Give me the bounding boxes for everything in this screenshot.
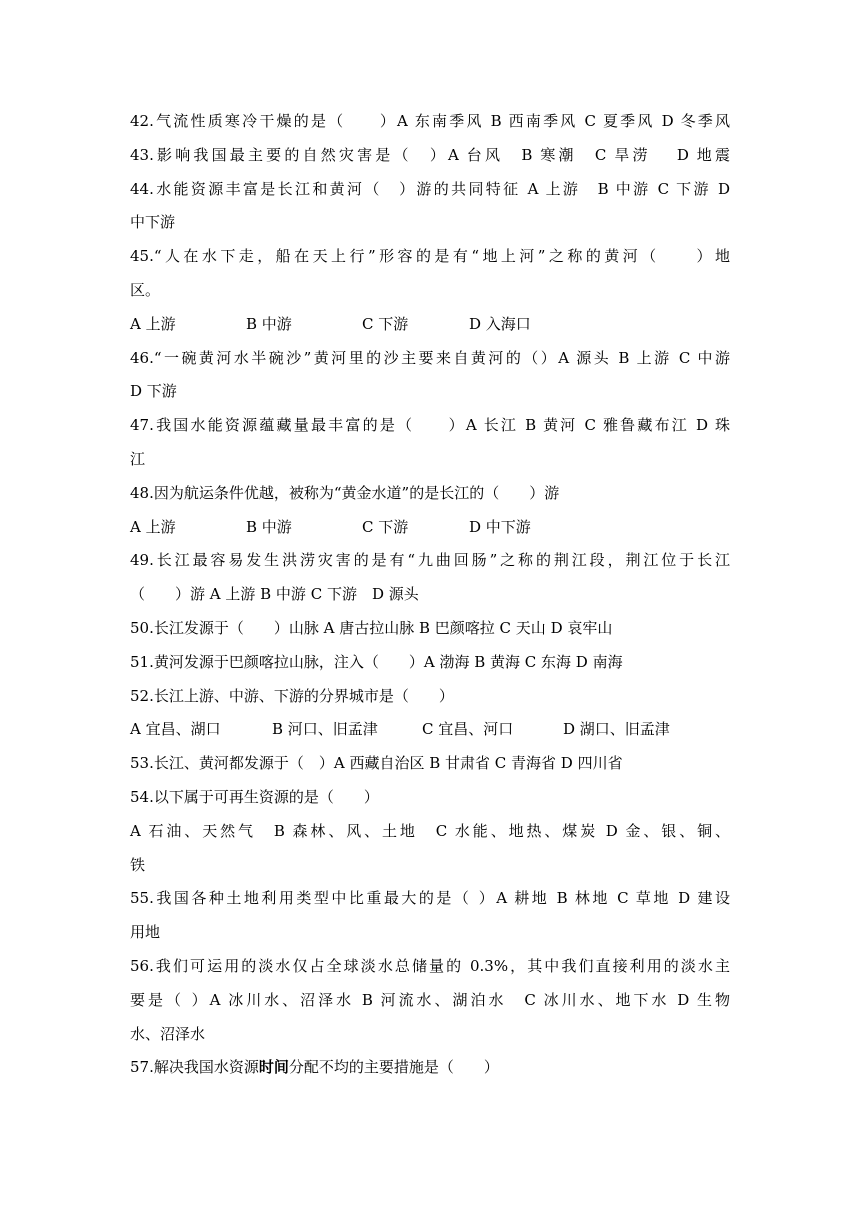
question-55: 55.我国各种土地利用类型中比重最大的是（ ）A 耕地 B 林地 C 草地 D 建设	[130, 889, 730, 908]
question-49: 49.长江最容易发生洪涝灾害的是有“九曲回肠”之称的荆江段，荆江位于长江	[130, 551, 730, 570]
question-48: 48.因为航运条件优越，被称为“黄金水道”的是长江的（ ）游	[130, 483, 560, 502]
question-50: 50.长江发源于（ ）山脉 A 唐古拉山脉 B 巴颜喀拉 C 天山 D 哀牢山	[130, 618, 613, 637]
option-a: A 上游	[130, 314, 176, 333]
question-47-cont: 江	[130, 449, 146, 468]
option-b: B 中游	[246, 517, 292, 536]
option-d: D 湖口、旧孟津	[563, 720, 670, 739]
question-54-options: A 石油、天然气 B 森林、风、土地 C 水能、地热、煤炭 D 金、银、铜、	[130, 821, 730, 840]
question-48-options	[130, 514, 730, 548]
question-57	[130, 1054, 730, 1088]
question-46: 46.“一碗黄河水半碗沙”黄河里的沙主要来自黄河的（）A 源头 B 上游 C 中游	[130, 348, 730, 367]
question-45: 45.“人在水下走，船在天上行”形容的是有“地上河”之称的黄河（ ）地	[130, 247, 730, 266]
question-page	[130, 108, 730, 1088]
question-56-cont-2: 水、沼泽水	[130, 1024, 206, 1043]
question-51: 51.黄河发源于巴颜喀拉山脉，注入（ ）A 渤海 B 黄海 C 东海 D 南海	[130, 652, 623, 671]
emphasis-time: 时间	[258, 1058, 289, 1077]
question-57-text-end: 分配不均的主要措施是（ ）	[288, 1058, 499, 1077]
question-42: 42.气流性质寒冷干燥的是（ ）A 东南季风 B 西南季风 C 夏季风 D 冬季风	[130, 112, 730, 130]
question-45-options	[130, 311, 730, 345]
option-a: A 宜昌、湖口	[130, 720, 221, 739]
option-a: A 上游	[130, 517, 176, 536]
question-45-cont: 区。	[130, 280, 161, 299]
question-52-options	[130, 716, 730, 750]
question-52: 52.长江上游、中游、下游的分界城市是（ ）	[130, 686, 454, 705]
question-49-cont: （ ）游 A 上游 B 中游 C 下游 D 源头	[130, 585, 419, 604]
question-46-cont: D 下游	[130, 382, 177, 401]
question-43: 43.影响我国最主要的自然灾害是（ ）A 台风 B 寒潮 C 旱涝 D 地震	[130, 145, 730, 164]
question-56: 56.我们可运用的淡水仅占全球淡水总储量的 0.3%，其中我们直接利用的淡水主	[130, 956, 730, 975]
question-54-options-cont: 铁	[130, 855, 146, 874]
question-54: 54.以下属于可再生资源的是（ ）	[130, 787, 379, 806]
question-55-cont: 用地	[130, 923, 161, 942]
option-d: D 入海口	[469, 314, 531, 333]
option-c: C 宜昌、河口	[422, 720, 514, 739]
question-56-cont: 要是（ ）A 冰川水、沼泽水 B 河流水、湖泊水 C 冰川水、地下水 D 生物	[130, 990, 730, 1009]
option-c: C 下游	[362, 314, 409, 333]
question-44: 44.水能资源丰富是长江和黄河（ ）游的共同特征 A 上游 B 中游 C 下游 D	[130, 179, 730, 198]
question-53: 53.长江、黄河都发源于（ ）A 西藏自治区 B 甘肃省 C 青海省 D 四川省	[130, 754, 623, 773]
option-c: C 下游	[362, 517, 409, 536]
question-44-cont: 中下游	[130, 213, 176, 232]
question-57-text: 57.解决我国水资源	[130, 1058, 259, 1077]
question-47: 47.我国水能资源蕴藏量最丰富的是（ ）A 长江 B 黄河 C 雅鲁藏布江 D 珠	[130, 416, 730, 435]
option-d: D 中下游	[469, 517, 531, 536]
option-b: B 河口、旧孟津	[272, 720, 378, 739]
option-b: B 中游	[246, 314, 292, 333]
